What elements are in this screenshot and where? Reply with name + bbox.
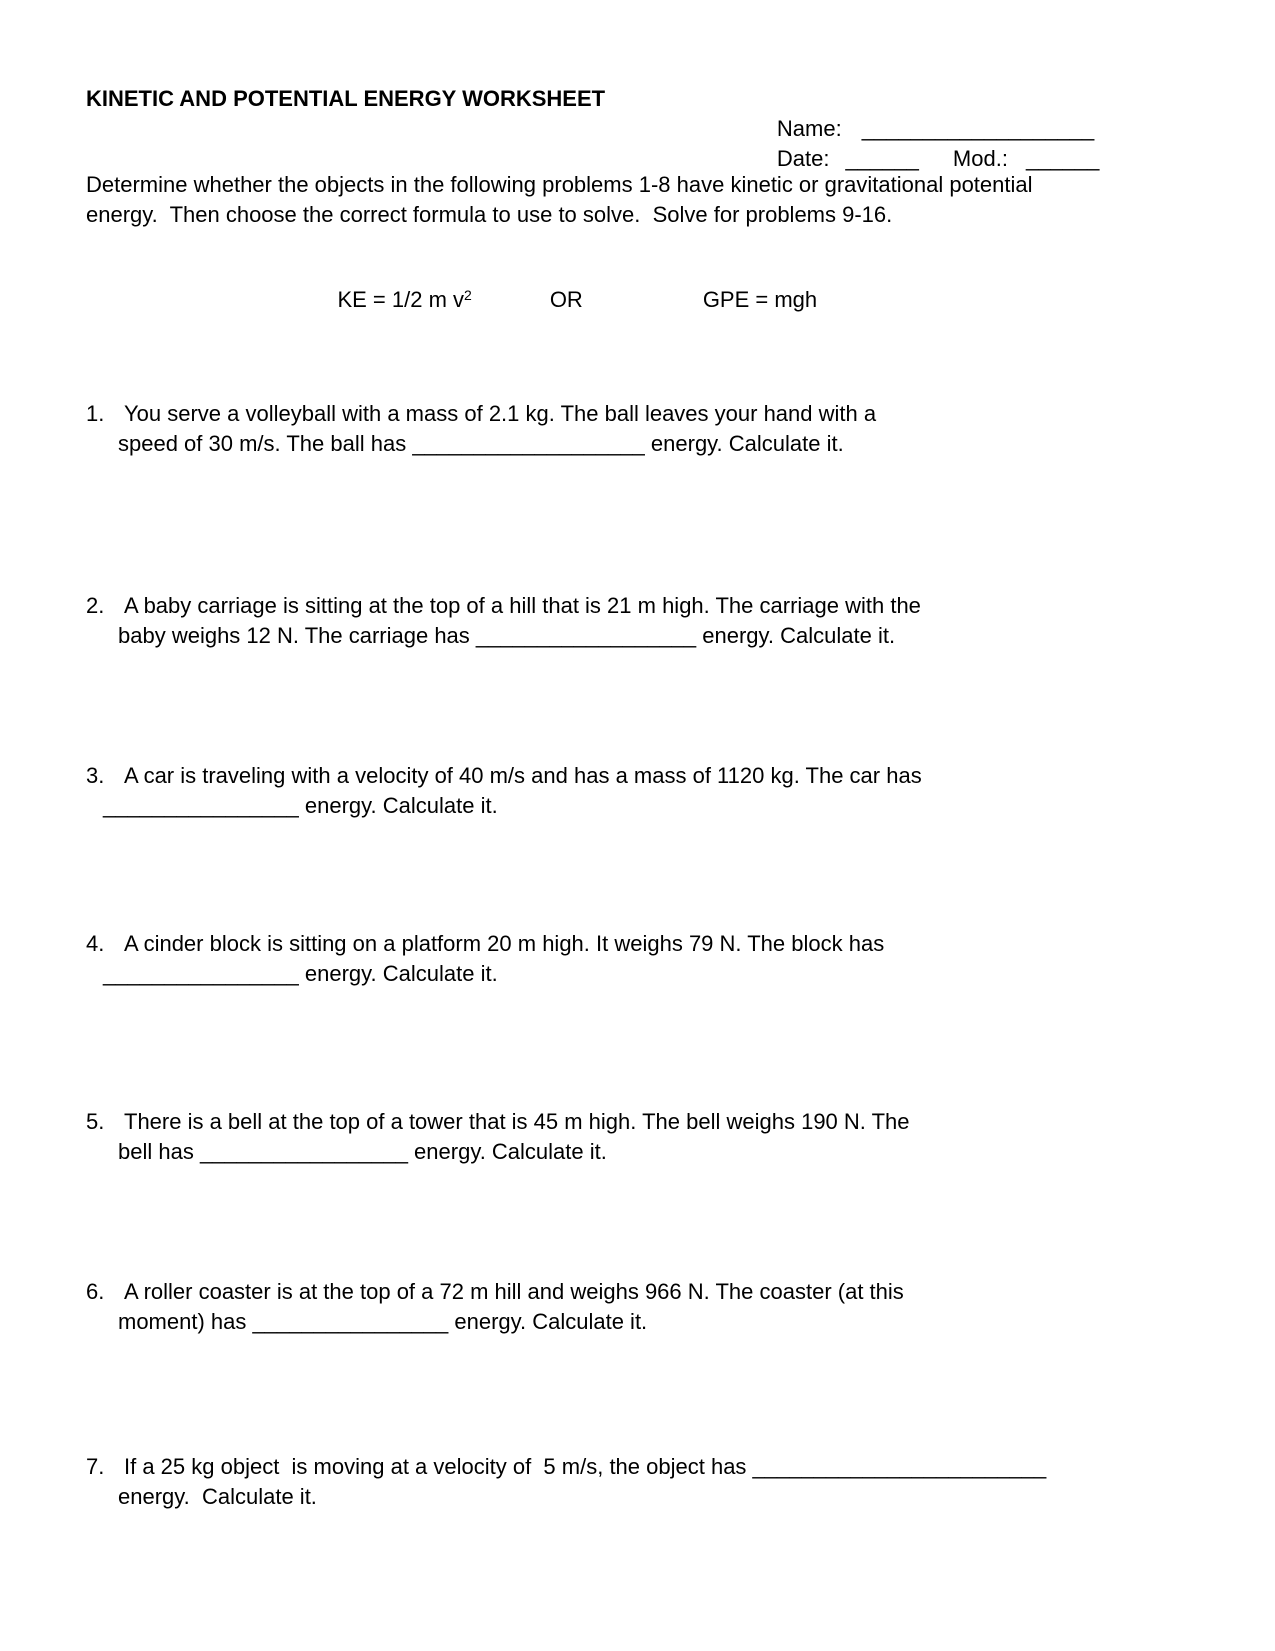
problem-5-number: 5. [86, 1109, 105, 1134]
date-blank: ______ [845, 146, 919, 171]
problem-1 [86, 399, 1189, 459]
problem-5-line-2: bell has _________________ energy. Calculate it. [118, 1139, 607, 1164]
problem-7-line-2: energy. Calculate it. [118, 1484, 317, 1509]
problem-7-text: If a 25 kg object is moving at a velocity of 5 m/s, the object has ________________________ [124, 1454, 1047, 1479]
mod-blank: ______ [1025, 146, 1100, 171]
problem-5 [86, 1107, 1189, 1167]
problem-3-line-1 [86, 761, 1189, 791]
problem-2-text: A baby carriage is sitting at the top of a hill that is 21 m high. The carriage with the [124, 593, 921, 618]
problem-1-number: 1. [86, 401, 105, 426]
instructions-line-2: energy. Then choose the correct formula to use to solve. Solve for problems 9-16. [86, 202, 893, 227]
ke-formula-exponent: 2 [464, 287, 472, 303]
problem-2-line-1 [86, 591, 1189, 621]
or-label: OR [549, 287, 583, 312]
header-fields [728, 84, 1100, 171]
problem-1-line-2: speed of 30 m/s. The ball has ___________________ energy. Calculate it. [118, 431, 844, 456]
problem-3-text: A car is traveling with a velocity of 40 m/s and has a mass of 1120 kg. The car has [124, 763, 922, 788]
problem-2 [86, 591, 1189, 651]
problem-list [86, 399, 1189, 1512]
problem-4-number: 4. [86, 931, 105, 956]
formula-row [313, 250, 1189, 345]
problem-3-number: 3. [86, 763, 105, 788]
problem-6-line-2: moment) has ________________ energy. Calculate it. [118, 1309, 648, 1334]
name-row [728, 84, 1099, 141]
problem-7 [86, 1452, 1189, 1512]
problem-1-text: You serve a volleyball with a mass of 2.1 kg. The ball leaves your hand with a [124, 401, 877, 426]
problem-3 [86, 761, 1189, 821]
problem-4-line-1 [86, 929, 1189, 959]
problem-2-line-2: baby weighs 12 N. The carriage has __________________ energy. Calculate it. [118, 623, 896, 648]
problem-7-number: 7. [86, 1454, 105, 1479]
problem-6-number: 6. [86, 1279, 105, 1304]
page-header [86, 84, 1189, 171]
problem-4-text: A cinder block is sitting on a platform 20 m high. It weighs 79 N. The block has [124, 931, 885, 956]
problem-1-line-1 [86, 399, 1189, 429]
problem-5-text: There is a bell at the top of a tower that is 45 m high. The bell weighs 190 N. The [124, 1109, 910, 1134]
problem-4-line-2: ________________ energy. Calculate it. [103, 961, 498, 986]
problem-3-line-2: ________________ energy. Calculate it. [103, 793, 498, 818]
name-label: Name: [776, 116, 842, 141]
problem-2-number: 2. [86, 593, 105, 618]
problem-6-line-1 [86, 1277, 1189, 1307]
problem-4 [86, 929, 1189, 989]
problem-6 [86, 1277, 1189, 1337]
page-title: KINETIC AND POTENTIAL ENERGY WORKSHEET [86, 86, 606, 111]
name-blank: ___________________ [861, 116, 1095, 141]
ke-formula [337, 287, 471, 312]
instructions-paragraph [86, 170, 1189, 230]
mod-label: Mod.: [952, 146, 1008, 171]
ke-formula-base: KE = 1/2 m v [337, 287, 465, 312]
gpe-formula: GPE = mgh [702, 287, 818, 312]
problem-7-line-1 [86, 1452, 1189, 1482]
instructions-line-1: Determine whether the objects in the following problems 1-8 have kinetic or gravitational potential [86, 172, 1033, 197]
problem-6-text: A roller coaster is at the top of a 72 m hill and weighs 966 N. The coaster (at this [124, 1279, 904, 1304]
problem-5-line-1 [86, 1107, 1189, 1137]
date-label: Date: [776, 146, 830, 171]
